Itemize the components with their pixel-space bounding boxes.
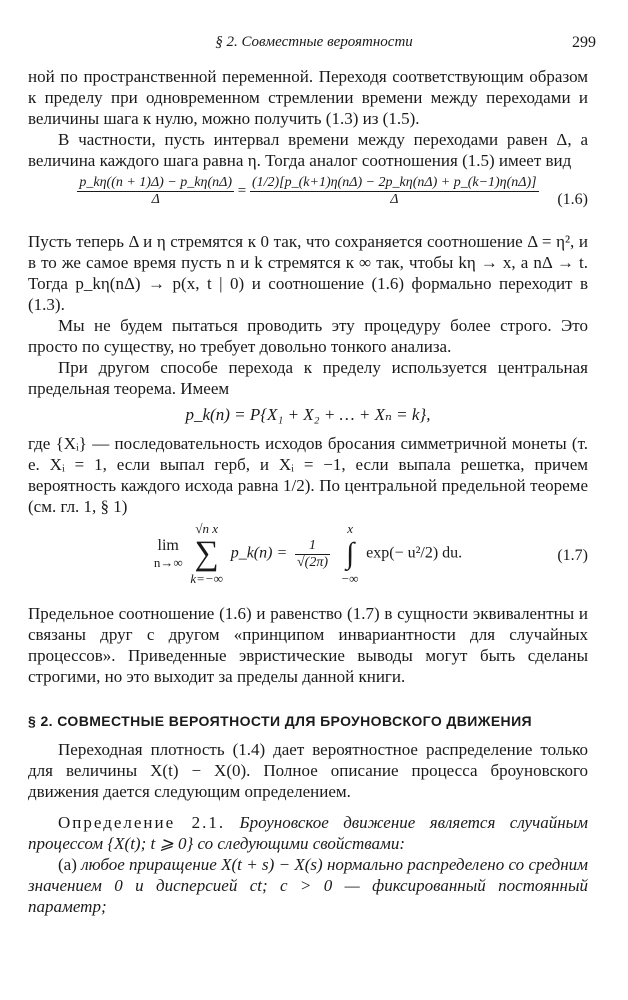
paragraph-2: В частности, пусть интервал времени между переходами равен Δ, а величина каждого шага равна η. Тогда аналог соотношения (1.5) имеет вид	[28, 130, 588, 170]
running-head: § 2. Совместные вероятности	[215, 34, 413, 50]
eq17-lim-sub: n→∞	[153, 555, 183, 570]
page-body	[28, 66, 588, 917]
paragraph-8: Переходная плотность (1.4) дает вероятностное распределение только для величины X(t) − X(0). Полное описание процесса броуновского движения дается следующим определением.	[28, 740, 588, 801]
eq16-rhs-denominator: Δ	[390, 192, 399, 207]
paragraph-7: Предельное соотношение (1.6) и равенство (1.7) в сущности эквивалентны и связаны друг с другом «принципом инвариантности для случайных процессов». Приведенные эвристические выводы могут быть сделаны строгими, но это выходит за пределы данной книги.	[28, 604, 588, 686]
page-number: 299	[572, 34, 596, 51]
section-heading: § 2. СОВМЕСТНЫЕ ВЕРОЯТНОСТИ ДЛЯ БРОУНОВСКОГО ДВИЖЕНИЯ	[28, 713, 532, 729]
eq16-rhs-numerator: (1/2)[p_(k+1)η(nΔ) − 2p_kη(nΔ) + p_(k−1)η(nΔ)]	[251, 175, 537, 190]
eq17-limit	[154, 537, 183, 571]
paragraph-1: ной по пространственной переменной. Переходя соответствующим образом к пределу при одновременном стремлении времени между переходами и величины шага к нулю, можно получить (1.3) из (1.5).	[28, 67, 588, 128]
equation-1-6	[28, 171, 588, 231]
item-a-text: любое приращение X(t + s) − X(s) нормально распределено со средним значением 0 и дисперсией ct; c > 0 — фиксированный постоянный параметр;	[28, 855, 588, 916]
eq17-coefficient	[295, 538, 330, 571]
eq17-sum-top: √n x	[195, 521, 218, 536]
spacer	[28, 729, 588, 739]
paragraph-3: Пусть теперь Δ и η стремятся к 0 так, что сохраняется соотношение Δ = η², и в то же самое время пусть n и k стремятся к ∞ так, чтобы kη → x, а nΔ → t. Тогда p_kη(nΔ) → p(x, t | 0) и соотношение (1.6) формально переходит в (1.3).	[28, 232, 588, 314]
eq16-rhs-fraction	[250, 175, 539, 208]
eq16-lhs-fraction	[77, 175, 234, 208]
definition-label: Определение 2.1.	[58, 813, 226, 832]
eq17-integral	[342, 521, 359, 587]
page-header	[28, 34, 600, 54]
eq17-int-symbol: ∫	[345, 537, 355, 570]
eq17-coef-num: 1	[295, 538, 330, 555]
eq16-lhs-denominator: Δ	[151, 192, 160, 207]
eq17-coef-den: √(2π)	[297, 554, 329, 570]
equation-1-7	[28, 517, 588, 603]
eq17-int-top: x	[347, 521, 353, 536]
eq16-lhs-numerator: p_kη((n + 1)Δ) − p_kη(nΔ)	[79, 175, 232, 190]
eq17-int-bottom: −∞	[341, 571, 359, 586]
definition-text: Броуновское движение является случайным процессом {X(t); t ⩾ 0} со следующими свойствами:	[28, 813, 588, 853]
eq16-number: (1.6)	[557, 191, 588, 208]
definition-2-1	[28, 812, 588, 854]
paragraph-5: При другом способе перехода к пределу используется центральная предельная теорема. Имеем	[28, 358, 588, 398]
spacer	[28, 687, 588, 713]
eq17-summand: p_k(n) =	[230, 544, 288, 562]
eq17-lim: lim	[157, 537, 179, 554]
definition-item-a	[28, 854, 588, 917]
paragraph-4: Мы не будем пытаться проводить эту процедуру более строго. Это просто по существу, но требует довольно тонкого анализа.	[28, 316, 588, 356]
eq17-integrand: exp(− u²/2) du.	[366, 544, 463, 562]
eq17-sum-bottom: k=−∞	[190, 571, 223, 586]
equation-pk: p_k(n) = P{X₁ + X₂ + … + Xₙ = k},	[185, 405, 431, 424]
item-a-label: (a)	[58, 855, 77, 874]
paragraph-6: где {Xᵢ} — последовательность исходов бросания симметричной монеты (т. е. Xᵢ = 1, если выпал герб, и Xᵢ = −1, если выпала решетка, причем вероятность каждого исхода равна 1/2). По центральной предельной теореме (см. гл. 1, § 1)	[28, 434, 588, 516]
eq17-sum	[190, 521, 223, 587]
spacer	[28, 802, 588, 812]
eq16-equals: =	[237, 182, 250, 199]
eq17-sum-symbol: ∑	[194, 535, 219, 572]
eq17-number: (1.7)	[557, 547, 588, 564]
